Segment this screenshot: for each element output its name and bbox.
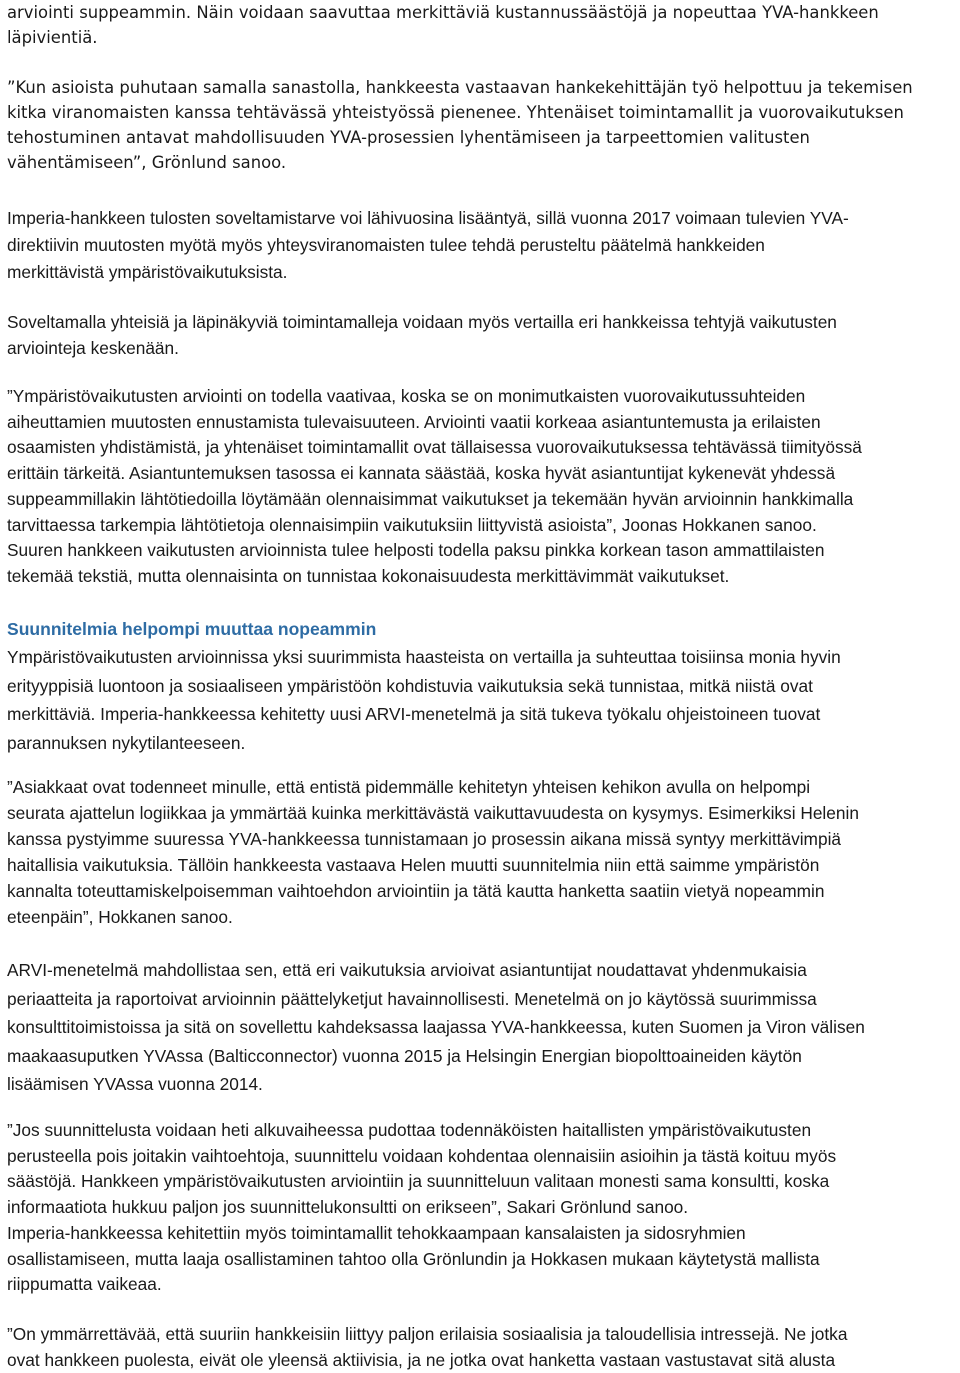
section-heading: Suunnitelmia helpompi muuttaa nopeammin — [7, 619, 377, 639]
text-line: riippumatta vaikeaa. — [7, 1274, 162, 1295]
text-line: arviointi suppeammin. Näin voidaan saavuttaa merkittäviä kustannussäästöjä ja nopeuttaa YVA-hankkeen — [7, 3, 879, 22]
text-line: periaatteita ja raportoivat arvioinnin päättelyketjut havainnollisesti. Menetelmä on jo käytössä suurimmissa — [7, 988, 817, 1009]
text-line: erityyppisiä luontoon ja sosiaaliseen ympäristöön kohdistuvia vaikutuksia sekä tunnistaa, mitkä niistä ovat — [7, 675, 813, 696]
text-line: aiheuttamien muutosten ennustamista tulevaisuuteen. Arviointi vaatii korkeaa asiantuntemusta ja erilaisten — [7, 411, 821, 432]
text-line: seurata ajattelun logiikkaa ja ymmärtää kuinka merkittävästä vaikuttavuudesta on kysymys. Esimerkiksi Helenin — [7, 803, 859, 823]
text-line: suppeammillakin lähtötiedoilla löytämään olennaisimmat vaikutukset ja tekemään hyvän arvioinnin hankkimalla — [7, 488, 854, 509]
text-line: Suuren hankkeen vaikutusten arvioinnista tulee helposti todella paksu pinkka korkean tason ammattilaisten — [7, 540, 825, 561]
text-line: arviointeja keskenään. — [7, 338, 179, 358]
text-line: tehostuminen antavat mahdollisuuden YVA-prosessien lyhentämiseen ja tarpeettomien valitusten — [7, 128, 810, 147]
quote-hokkanen-paragraph — [7, 384, 958, 590]
text-line: kannalta toteuttamiskelpoisemman vaihtoehdon arviointiin ja tätä kautta hanketta saatiin vietyä nopeammin — [7, 881, 825, 901]
text-line: Imperia-hankkeessa kehitettiin myös toimintamallit tehokkaampaan kansalaisten ja sidosryhmien — [7, 1222, 746, 1243]
text-line: tarvittaessa tarkempia lähtötietoja olennaisimpiin vaikutuksiin liittyvistä asioista”, Joonas Hokkanen sanoo. — [7, 514, 817, 535]
text-line: merkittäviä. Imperia-hankkeessa kehitetty uusi ARVI-menetelmä ja sitä tukeva työkalu ohjeistoineen tuovat — [7, 704, 821, 724]
text-line: tekemää tekstiä, mutta olennaisinta on tunnistaa kokonaisuudesta merkittävimmät vaikutukset. — [7, 565, 730, 586]
text-line: ”Kun asioista puhutaan samalla sanastolla, hankkeesta vastaavan hankekehittäjän työ helpottuu ja tekemisen — [7, 78, 913, 97]
quote-gronlund-2-paragraph — [7, 1118, 958, 1298]
text-line: perusteella pois joitakin vaihtoehtoja, suunnittelu voidaan kohdentaa olennaisiin asioihin ja tästä koituu myös — [7, 1145, 837, 1166]
text-line: osaamisten yhdistämistä, ja yhtenäiset toimintamallit ovat tällaisessa vuorovaikutuksessa tehtävässä tiimityössä — [7, 437, 862, 458]
text-line: ”Jos suunnittelusta voidaan heti alkuvaiheessa pudottaa todennäköisten haitallisten ympäristövaikutusten — [7, 1120, 812, 1140]
text-line: parannuksen nykytilanteeseen. — [7, 732, 246, 753]
quote-gronlund-paragraph — [7, 75, 958, 175]
text-line: vähentämiseen”, Grönlund sanoo. — [7, 153, 287, 172]
text-line: konsulttitoimistoissa ja sitä on sovellettu kahdeksassa laajassa YVA-hankkeessa, kuten Suomen ja Viron välisen — [7, 1017, 865, 1037]
text-line: säästöjä. Hankkeen ympäristövaikutusten arviointiin ja suunnitteluun valitaan monesti sama konsultti, koska — [7, 1171, 830, 1192]
text-line: ARVI-menetelmä mahdollistaa sen, että eri vaikutuksia arvioivat asiantuntijat noudattavat yhdenmukaisia — [7, 960, 807, 980]
text-line: läpivientiä. — [7, 28, 98, 47]
text-line: erittäin tärkeitä. Asiantuntemuksen tasossa ei kannata säästää, koska hyvät asiantuntijat kykenevät yhdessä — [7, 463, 836, 484]
comparison-paragraph — [7, 309, 958, 361]
text-line: lisäämisen YVAssa vuonna 2014. — [7, 1074, 263, 1094]
text-line: maakaasuputken YVAssa (Balticconnector) vuonna 2015 ja Helsingin Energian biopolttoaineiden käytön — [7, 1045, 802, 1066]
arvi-usage-paragraph — [7, 956, 958, 1099]
quote-hokkanen-2-paragraph — [7, 774, 958, 930]
text-line: Imperia-hankkeen tulosten soveltamistarve voi lähivuosina lisääntyä, sillä vuonna 2017 voimaan tulevien YVA- — [7, 208, 849, 228]
text-line: kitka viranomaisten kanssa tehtävässä yhteistyössä pienenee. Yhtenäiset toimintamallit ja vuorovaikutuksen — [7, 103, 904, 122]
text-line: ”On ymmärrettävää, että suuriin hankkeisiin liittyy paljon erilaisia sosiaalisia ja taloudellisia intressejä. Ne jotka — [7, 1324, 848, 1344]
text-line: ”Asiakkaat ovat todenneet minulle, että entistä pidemmälle kehitetyn yhteisen kehikon avulla on helpompi — [7, 777, 811, 797]
text-line: ”Ympäristövaikutusten arviointi on todella vaativaa, koska se on monimutkaisten vuorovaikutussuhteiden — [7, 386, 806, 406]
text-line: ovat hankkeen puolesta, eivät ole yleensä aktiivisia, ja ne jotka ovat hanketta vastaan vastustavat sitä alusta — [7, 1350, 836, 1370]
text-line: eteenpäin”, Hokkanen sanoo. — [7, 907, 233, 927]
text-line: kanssa pystyimme suuressa YVA-hankkeessa tunnistamaan jo prosessin aikana missä syntyy merkittävimpiä — [7, 829, 842, 849]
text-line: haitallisia vaikutuksia. Tällöin hankkeesta vastaava Helen muutti suunnitelmia niin että saimme ympäristön — [7, 855, 820, 875]
arvi-intro-paragraph — [7, 643, 958, 757]
text-line: osallistamiseen, mutta laaja osallistaminen tahtoo olla Grönlundin ja Hokkasen mukaan käytetystä mallista — [7, 1248, 820, 1269]
text-line: direktiivin muutosten myötä myös yhteysviranomaisten tulee tehdä perusteltu päätelmä hankkeiden — [7, 235, 765, 255]
text-line: informaatiota hukkuu paljon jos suunnittelukonsultti on erikseen”, Sakari Grönlund sanoo. — [7, 1197, 689, 1218]
intro-paragraph — [7, 0, 958, 50]
text-line: Ympäristövaikutusten arvioinnissa yksi suurimmista haasteista on vertailla ja suhteuttaa toisiinsa monia hyvin — [7, 647, 841, 667]
text-line: merkittävistä ympäristövaikutuksista. — [7, 262, 288, 282]
text-line: Soveltamalla yhteisiä ja läpinäkyviä toimintamalleja voidaan myös vertailla eri hankkeissa tehtyjä vaikutusten — [7, 312, 837, 332]
quote-final-paragraph — [7, 1321, 958, 1373]
applicability-paragraph — [7, 205, 958, 286]
